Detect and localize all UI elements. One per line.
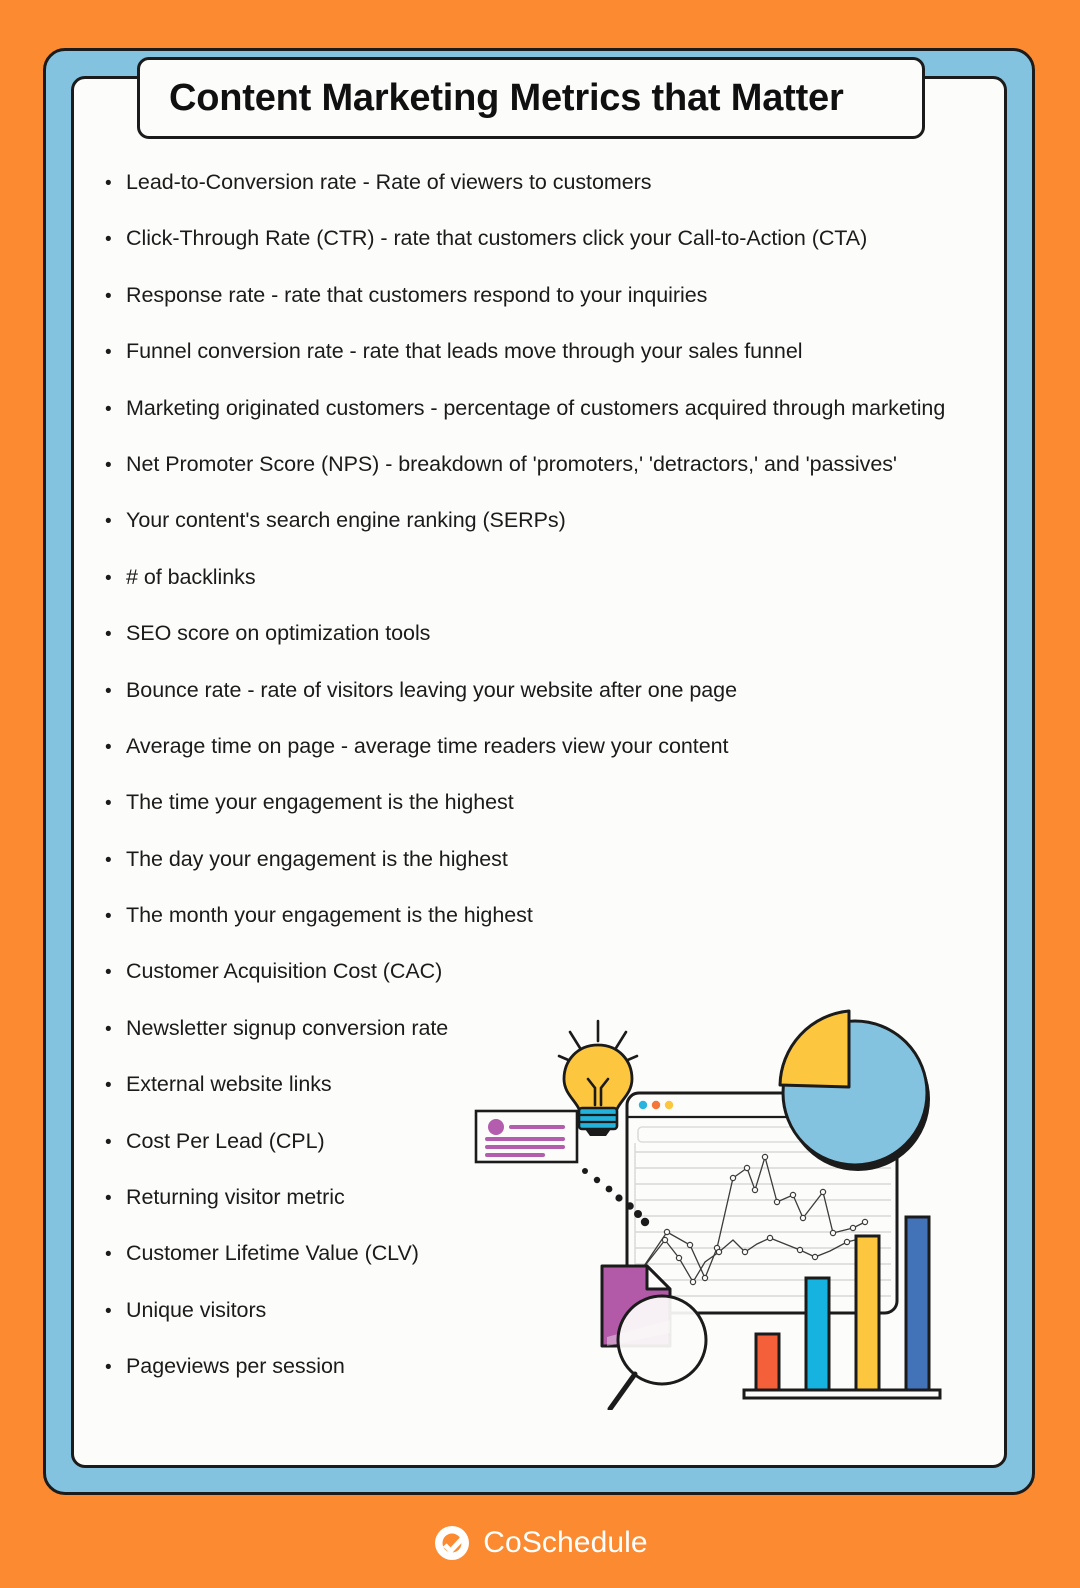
list-item-label: Pageviews per session xyxy=(126,1354,345,1379)
list-item xyxy=(105,564,985,623)
list-item-label: Net Promoter Score (NPS) - breakdown of 'promoters,' 'detractors,' and 'passives' xyxy=(126,451,897,476)
metrics-list xyxy=(105,172,985,1413)
brand-name: CoSchedule xyxy=(483,1526,648,1559)
bullet-icon: • xyxy=(105,511,112,533)
list-item-label: The time your engagement is the highest xyxy=(126,790,514,815)
list-item xyxy=(105,733,985,792)
bullet-icon: • xyxy=(105,1188,112,1210)
title-plate xyxy=(137,57,925,139)
bullet-icon: • xyxy=(105,173,112,194)
list-item xyxy=(105,172,985,228)
list-item xyxy=(105,282,985,341)
list-item-label: The month your engagement is the highest xyxy=(126,903,533,928)
bullet-icon: • xyxy=(105,736,112,758)
list-item-label: Click-Through Rate (CTR) - rate that customers click your Call-to-Action (CTA) xyxy=(126,226,868,251)
bullet-icon: • xyxy=(105,962,112,984)
bullet-icon: • xyxy=(105,567,112,589)
list-item-label: Your content's search engine ranking (SERPs) xyxy=(126,508,566,533)
list-item xyxy=(105,1074,985,1130)
list-item xyxy=(105,677,985,736)
list-item-label: SEO score on optimization tools xyxy=(126,621,431,646)
list-item xyxy=(105,228,985,284)
bullet-icon: • xyxy=(105,793,112,815)
list-item xyxy=(105,1243,985,1299)
bullet-icon: • xyxy=(105,849,112,871)
bullet-icon: • xyxy=(105,1244,112,1266)
list-item-label: Bounce rate - rate of visitors leaving your website after one page xyxy=(126,677,737,702)
list-item xyxy=(105,510,985,566)
list-item-label: Unique visitors xyxy=(126,1297,267,1322)
bullet-icon: • xyxy=(105,454,112,476)
list-item-label: Marketing originated customers - percentage of customers acquired through marketing xyxy=(126,395,946,420)
bullet-icon: • xyxy=(105,680,112,702)
bullet-icon: • xyxy=(105,229,112,251)
bullet-icon: • xyxy=(105,1300,112,1322)
footer-brand xyxy=(0,1498,1080,1588)
list-item xyxy=(105,1356,985,1412)
list-item xyxy=(105,1015,985,1074)
page-title: Content Marketing Metrics that Matter xyxy=(169,77,844,119)
list-item-label: The day your engagement is the highest xyxy=(126,846,508,871)
list-item-label: Lead-to-Conversion rate - Rate of viewers to customers xyxy=(126,170,652,194)
bullet-icon: • xyxy=(105,624,112,646)
list-item-label: External website links xyxy=(126,1072,332,1097)
list-item-label: Customer Lifetime Value (CLV) xyxy=(126,1241,419,1266)
list-item xyxy=(105,1297,985,1356)
list-item xyxy=(105,905,985,961)
bullet-icon: • xyxy=(105,398,112,420)
list-item xyxy=(105,846,985,905)
list-item-label: Customer Acquisition Cost (CAC) xyxy=(126,959,443,984)
bullet-icon: • xyxy=(105,1018,112,1040)
coschedule-logo-icon xyxy=(432,1523,472,1563)
bullet-icon: • xyxy=(105,1357,112,1379)
bullet-icon: • xyxy=(105,1075,112,1097)
list-item xyxy=(105,623,985,679)
bullet-icon: • xyxy=(105,342,112,364)
bullet-icon: • xyxy=(105,906,112,928)
list-item-label: # of backlinks xyxy=(126,564,256,589)
bullet-icon: • xyxy=(105,285,112,307)
list-item xyxy=(105,451,985,510)
list-item xyxy=(105,1128,985,1187)
list-item-label: Cost Per Lead (CPL) xyxy=(126,1128,325,1153)
list-item-label: Average time on page - average time readers view your content xyxy=(126,733,729,758)
list-item xyxy=(105,395,985,454)
bullet-icon: • xyxy=(105,1131,112,1153)
list-item-label: Returning visitor metric xyxy=(126,1185,345,1210)
list-item xyxy=(105,792,985,848)
list-item xyxy=(105,961,985,1017)
list-item xyxy=(105,341,985,397)
list-item-label: Response rate - rate that customers respond to your inquiries xyxy=(126,282,708,307)
list-item xyxy=(105,1187,985,1243)
list-item-label: Newsletter signup conversion rate xyxy=(126,1015,449,1040)
list-item-label: Funnel conversion rate - rate that leads move through your sales funnel xyxy=(126,339,803,364)
